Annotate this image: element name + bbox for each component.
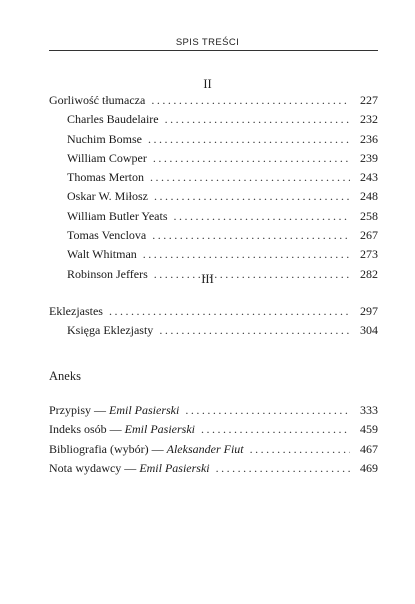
toc-entry <box>49 110 378 129</box>
toc-entry-title-text: William Butler Yeats <box>67 208 168 223</box>
toc-entry-page-number: 282 <box>360 266 378 281</box>
toc-entry <box>49 302 378 321</box>
toc-entry <box>49 226 378 245</box>
toc-entry-title <box>67 245 137 264</box>
dot-leader <box>250 440 350 459</box>
toc-entry <box>49 245 378 264</box>
dot-leader <box>151 91 350 110</box>
dot-leader <box>152 226 350 245</box>
dot-leader <box>216 459 350 478</box>
dot-leader <box>148 130 350 149</box>
toc-entry <box>49 91 378 110</box>
toc-entry-title <box>67 168 144 187</box>
toc-entry-title <box>67 226 146 245</box>
toc-entry-author: Aleksander Fiut <box>166 441 244 456</box>
aneks-heading: Aneks <box>49 369 81 383</box>
toc-entry-title-text: Nuchim Bomse <box>67 131 142 146</box>
toc-entry-title-text: William Cowper <box>67 150 147 165</box>
toc-entry-title <box>49 440 244 459</box>
toc-entry-author: Emil Pasierski <box>124 422 195 437</box>
toc-entry-page-number: 239 <box>360 150 378 165</box>
dot-leader <box>159 321 350 340</box>
toc-entry-title-text: Charles Baudelaire <box>67 112 159 127</box>
toc-entry-title-text: Oskar W. Miłosz <box>67 189 148 204</box>
toc-list-section-ii <box>49 91 378 284</box>
running-head: SPIS TREŚCI <box>175 37 240 48</box>
dot-leader <box>109 302 350 321</box>
toc-entry-title <box>49 420 195 439</box>
dot-leader <box>174 207 350 226</box>
toc-entry-page-number: 459 <box>360 422 378 437</box>
toc-entry-title-text: Robinson Jeffers <box>67 266 148 281</box>
toc-entry-page-number: 267 <box>360 228 378 243</box>
toc-entry-title <box>67 149 147 168</box>
toc-entry-title <box>49 401 179 420</box>
toc-entry <box>49 440 378 459</box>
toc-entry <box>49 130 378 149</box>
dot-leader <box>165 110 350 129</box>
toc-entry <box>49 401 378 420</box>
toc-entry-title-text: Walt Whitman <box>67 247 137 262</box>
dot-leader <box>153 149 350 168</box>
toc-entry-title <box>67 187 148 206</box>
toc-entry-title-text: Bibliografia (wybór) — <box>49 441 167 456</box>
toc-entry <box>49 321 378 340</box>
toc-entry-page-number: 297 <box>360 304 378 318</box>
toc-entry <box>49 187 378 206</box>
header-rule <box>49 50 378 51</box>
toc-entry-title-text: Eklezjastes <box>49 304 103 318</box>
toc-entry-page-number: 258 <box>360 208 378 223</box>
toc-entry-page-number: 469 <box>360 460 378 475</box>
toc-entry-author: Emil Pasierski <box>109 403 180 417</box>
toc-entry-title <box>67 110 159 129</box>
dot-leader <box>150 168 350 187</box>
toc-entry-page-number: 333 <box>360 403 378 417</box>
toc-entry-page-number: 243 <box>360 170 378 185</box>
toc-entry-title-text: Indeks osób — <box>49 422 125 437</box>
toc-entry-author: Emil Pasierski <box>139 460 210 475</box>
toc-entry-title <box>67 207 168 226</box>
toc-entry-title-text: Nota wydawcy — <box>49 460 140 475</box>
toc-entry-page-number: 236 <box>360 131 378 146</box>
toc-list-aneks <box>49 401 378 478</box>
toc-entry-title-text: Przypisy — <box>49 403 109 417</box>
dot-leader <box>154 187 350 206</box>
toc-entry <box>49 459 378 478</box>
toc-entry <box>49 168 378 187</box>
toc-entry-title <box>67 130 142 149</box>
toc-entry-title <box>67 321 153 340</box>
section-numeral-iii: III <box>201 272 214 286</box>
toc-entry-title <box>49 459 210 478</box>
dot-leader <box>185 401 350 420</box>
toc-entry-page-number: 304 <box>360 323 378 338</box>
toc-entry-page-number: 248 <box>360 189 378 204</box>
toc-entry-title <box>49 302 103 321</box>
dot-leader <box>201 420 350 439</box>
toc-entry-page-number: 232 <box>360 112 378 127</box>
section-numeral-ii: II <box>203 77 212 91</box>
dot-leader <box>143 245 350 264</box>
toc-entry-page-number: 227 <box>360 93 378 107</box>
toc-entry-title <box>49 91 145 110</box>
toc-entry-page-number: 273 <box>360 247 378 262</box>
toc-entry-title-text: Gorliwość tłumacza <box>49 93 146 107</box>
toc-entry <box>49 420 378 439</box>
toc-list-section-iii <box>49 302 378 341</box>
toc-entry <box>49 149 378 168</box>
toc-entry-title-text: Tomas Venclova <box>67 228 147 243</box>
toc-entry <box>49 207 378 226</box>
toc-entry-page-number: 467 <box>360 441 378 456</box>
toc-entry-title-text: Księga Eklezjasty <box>67 323 154 338</box>
toc-entry-title-text: Thomas Merton <box>67 170 144 185</box>
